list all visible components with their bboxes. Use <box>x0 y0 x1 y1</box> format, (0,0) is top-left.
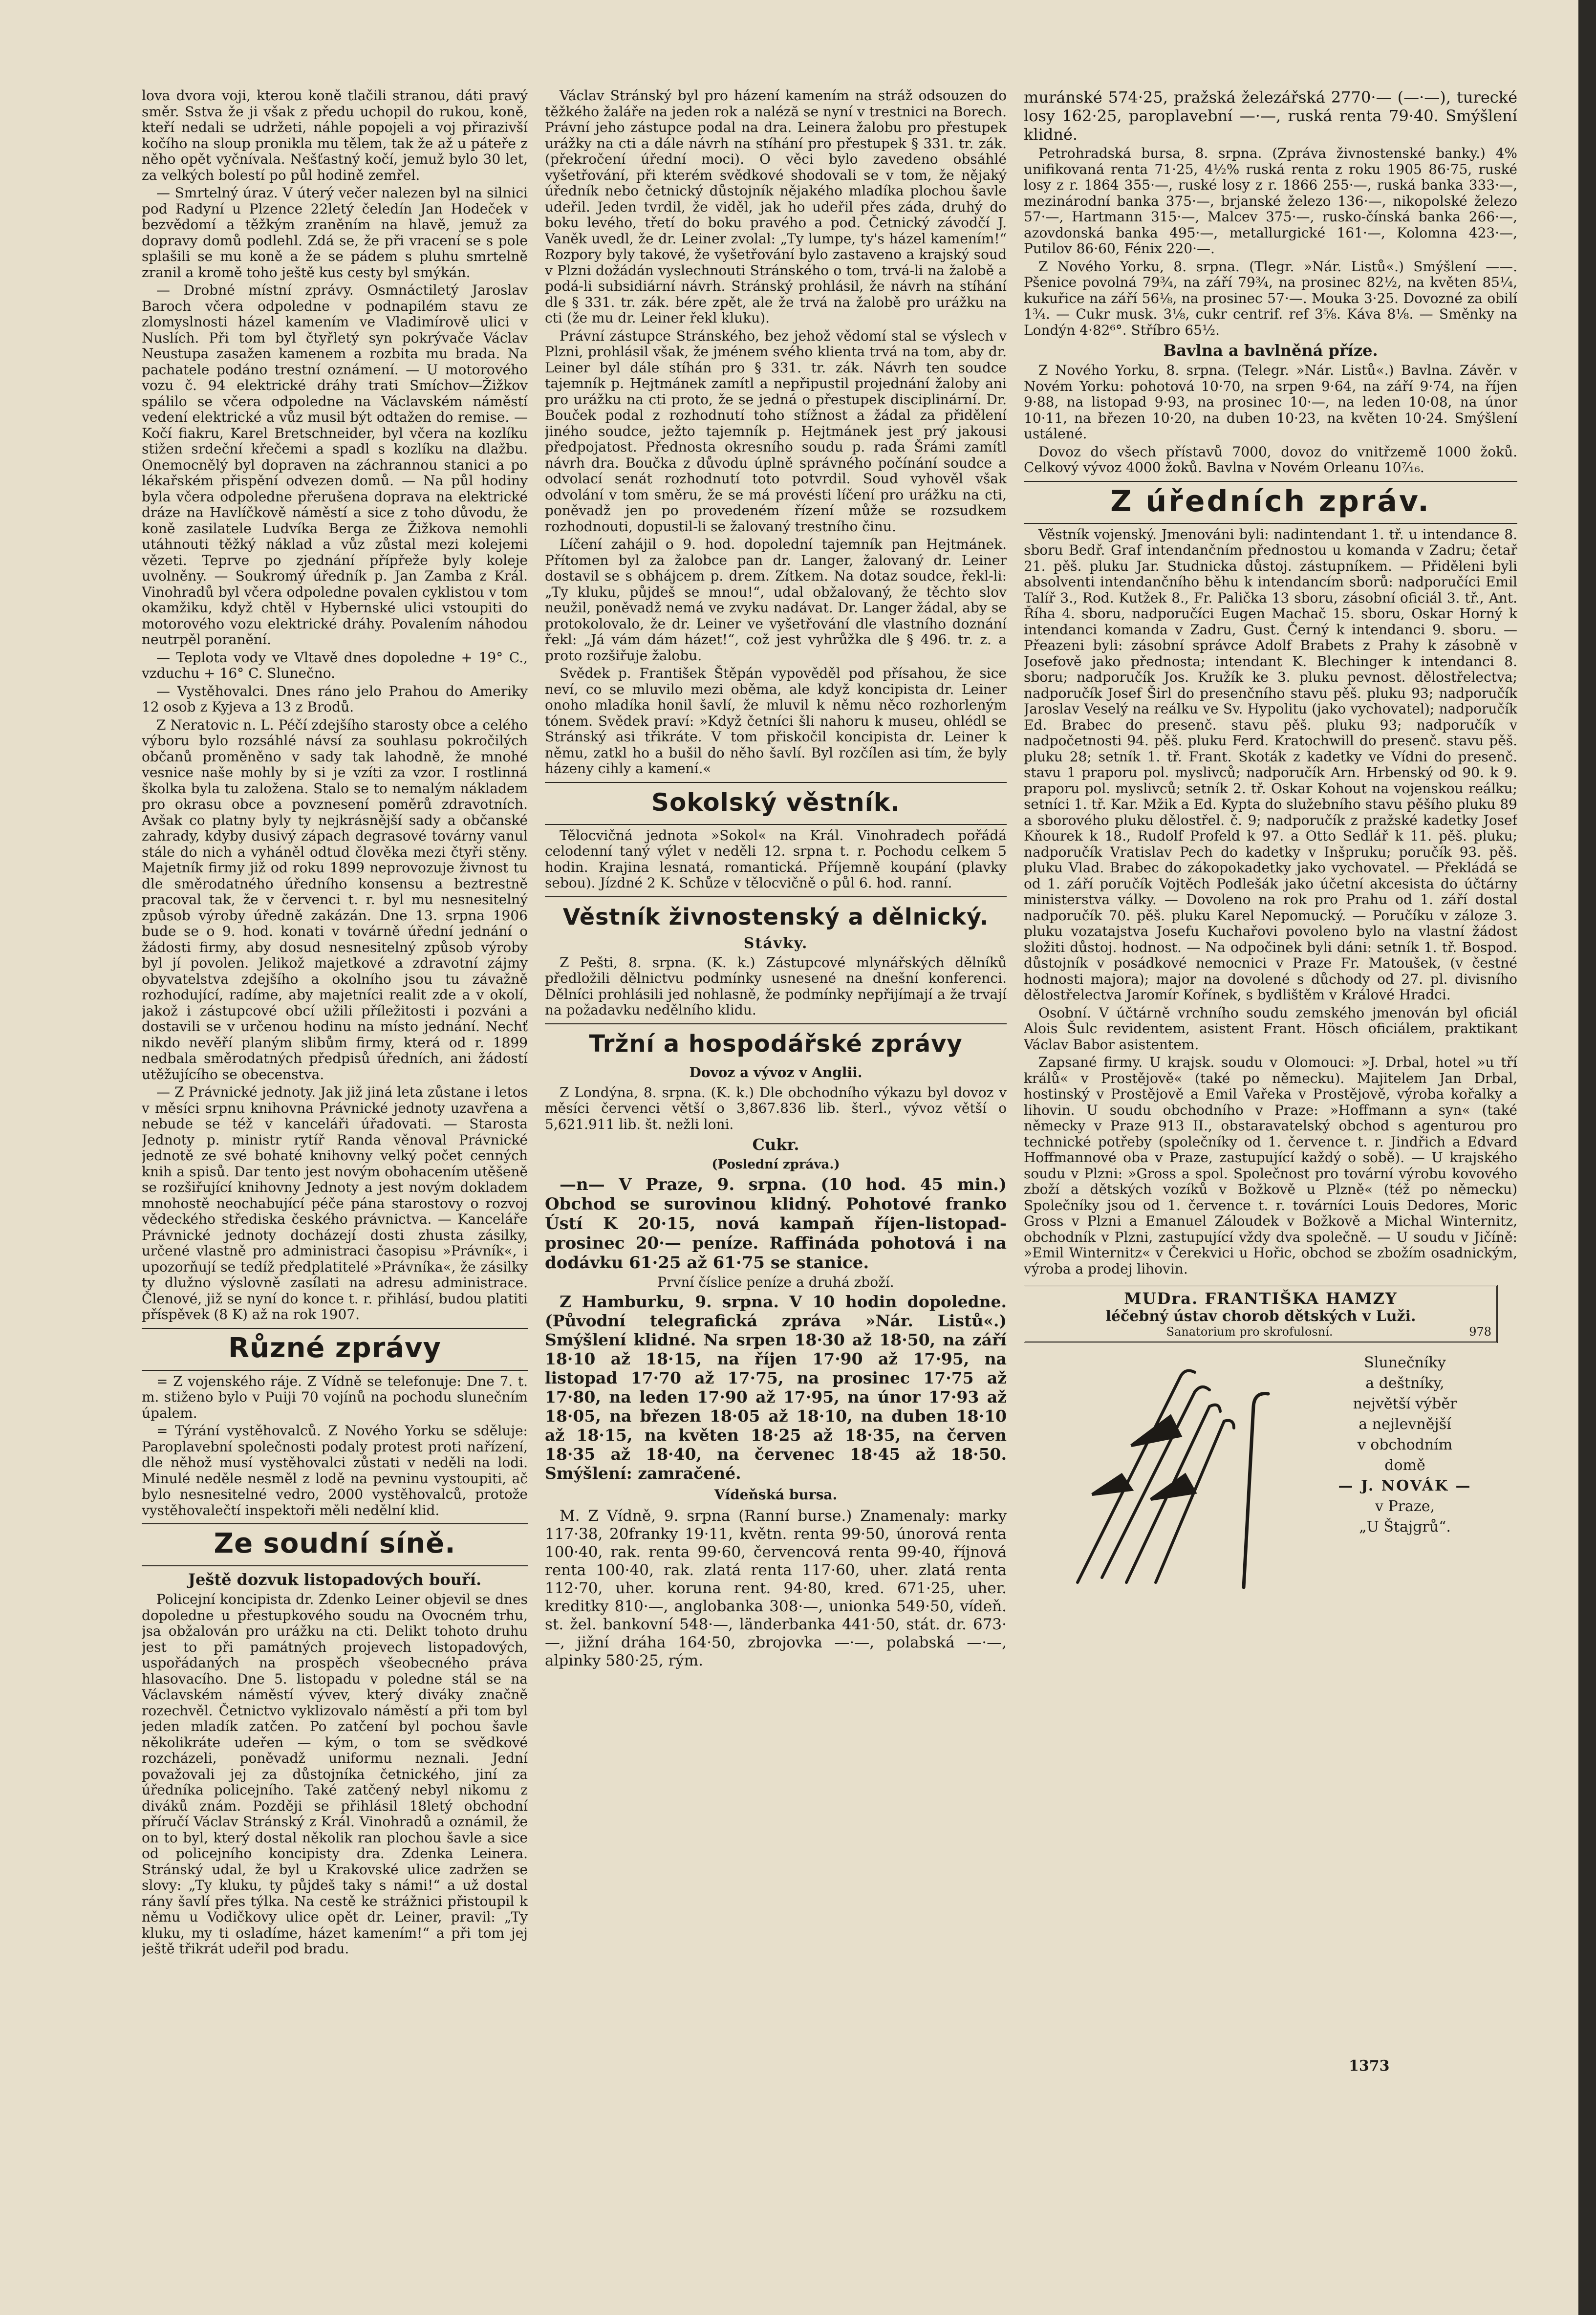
divider <box>142 1370 528 1371</box>
ad-novak-name: — J. NOVÁK — <box>1338 1477 1472 1494</box>
article-tyrani: = Týrání vystěhovalců. Z Nového Yorku se sděluje: Paroplavební společnosti podaly protest proti nařízení, dle něhož musí vystěhovalci zůstati v neděli na lodi. Minulé neděle nesměl z lodě na pevninu vystoupiti, ač bylo nesnesitelné vedro, 2000 vystěhovalců, protože vystěhovalečtí inspektoři měli nedělní klid. <box>142 1423 528 1518</box>
heading-cukr: Cukr. <box>752 1135 799 1154</box>
heading-stavky: Stávky. <box>743 934 808 952</box>
article-soud-part5: Svědek p. František Štěpán vypověděl pod přísahou, že sice neví, co se mluvilo mezi oběma, ale když koncipista dr. Leiner onoho mladíka honil šavlí, že mluvil k němu něco rozhorleným tónem. Svědek praví: »Když četníci šli nahoru k museu, ohlédl se Stránský asi třikráte. V tom přiskočil koncipista dr. Leiner k němu, zatkl ho a bušil do něho šavlí. Byl rozčílen asi tím, že byly házeny cihly a kamení.« <box>545 665 1007 777</box>
column-3 <box>1024 88 1517 2297</box>
article-soud-part2: Václav Stránský byl pro házení kamením na stráž odsouzen do těžkého žaláře na jeden rok a naléză se nyní v trestnici na Borech. Právní jeho zástupce podal na dra. Leinera žalobu pro přestupek urážky na cti a dále návrh na stíhání pro přestupek § 331. tr. zák. (překročení úřední moci). O věci bylo zavedeno obsáhlé vyšetřování, při kterém svědkové shodovali se v tom, že nějaký úředník nebo četnický důstojník nějakého mladíka plochou šavle udeřil. Jeden tvrdil, že viděl, jak ho udeřil přes záda, druhý do boku levého, třetí do boku pravého a pod. Četnický závodčí J. Vaněk uvedl, že dr. Leiner zvolal: „Ty lumpe, ty's házel kamením!“ Rozpory byly takové, že vyšetřování bylo zastaveno a krajský soud v Plzni dožádán vyslechnouti Stránského o tom, trvá-li na žalobě a podá-li subsidiární návrh. Stránský prohlásil, že návrh na stíhání dle § 331. tr. zák. bére zpět, ale že trvá na žalobě pro urážku na cti (že mu dr. Leiner řekl kluku). <box>545 88 1007 326</box>
heading-trzni-zpravy: Tržní a hospodářské zprávy <box>589 1030 963 1058</box>
ad-hamza-subtitle <box>1030 1325 1491 1339</box>
ad-novak-line1: Slunečníky <box>1364 1354 1446 1371</box>
article-vestnik-vojensky: Věstník vojenský. Jmenováni byli: nadintendant 1. tř. u intendance 8. sboru Bedř. Graf intendančním přednostou u komanda v Zadru; četař 21. pěš. pluku Jar. Studnicka důstoj. zástupníkem. — Přiděleni byli absolventi intendančního běhu k intendancím sborů: nadporučíci Emil Talíř 3., Rod. Kutžek 8., Fr. Palička 13 sboru, zásobní oficiál 3. tř., Ant. Říha 4. sboru, nadporučíci Eugen Machač 15. sboru, Oskar Horný k intendanci komanda v Zadru, Gust. Černý k intendanci 9. sboru. — Přeazeni byli: zásobní správce Adolf Brabets z Prahy k zásobně v Josefově jako přednosta; intendant K. Blechinger k intendanci 8. sboru; nadporučík Jos. Kružík ke 3. pluku pevnost. dělostřelectva; nadporučík Josef Širl do presenčního stavu pěš. pluku 93; nadporučík Jaroslav Veselý na reálku ve Sv. Hypolitu (jako vychovatel); nadporučík Ed. Brabec do presenč. stavu pěš. pluku 93; nadporučík v nadpočetnosti 94. pěš. pluku Ferd. Kratochwill do presenč. stavu pěš. pluku 28; setník 1. tř. Frant. Skoták z kadetky ve Vídni do presenč. stavu 1 praporu pol. myslivců; nadporučík Arn. Hrbenský od 90. k 9. praporu pol. myslivců; setník 2. tř. Oskar Kohout na vojenskou reálku; setníci 1. tř. Kar. Mžik a Ed. Kypta do služebního stavu pěšího pluku 89 a sborového pluku dělostřel. č. 9; nadporučík z pražské kadetky Josef Kňourek k 18., Rudolf Profeld k 97. a Otto Sedlář k 11. pěš. pluku; nadporučík Vratislav Pech do kadetky v Inšpruku; poručík 93. pěš. pluku Vlad. Brabec do zákopokadetky jako vychovatel. — Překládá se od 1. září poručík Vojtěch Podlešák jako účetní akcesista do účtárny ministerstva války. — Dovoleno na rok pro Prahu od 1. září dostal nadporučík 70. pěš. pluku Karel Nepomucký. — Poručíku v záloze 3. pluku vozatajstva Josefu Kuchařovi povoleno bylo na vlastní žádost složiti důstoj. hodnost. — Na odpočinek byli dáni: setník 1. tř. Bospod. důstojník v posádkové nemocnici v Praze Fr. Matoušek, (v čestné hodnosti majora); major na dovolené s důchody od 27. pl. divisního dělostřelectva Jaromír Kořínek, s bydlištěm v Králové Hradci. <box>1024 526 1517 1003</box>
heading-ruzne-zpravy: Různé zprávy <box>228 1332 442 1364</box>
heading-soudni-sin: Ze soudní síně. <box>214 1528 456 1559</box>
ad-novak-text <box>1297 1353 1512 1537</box>
ad-hamza-number: 978 <box>1469 1325 1491 1339</box>
article-teplota: — Teplota vody ve Vltavě dnes dopoledne + 19° C., vzduchu + 16° C. Slunečno. <box>142 649 528 681</box>
ad-hamza-sanatorium: Sanatorium pro skrofulosní. <box>1166 1325 1333 1339</box>
heading-vestnik-zivnostensky: Věstník živnostenský a dělnický. <box>562 903 989 930</box>
heading-posledni-zprava: (Poslední zpráva.) <box>712 1157 840 1172</box>
article-viden-cont: muránské 574·25, pražská železářská 2770·— (—·—), turecké losy 162·25, paroplavební —·—, ruská renta 79·40. Smýšlení klidné. <box>1024 88 1517 144</box>
ad-novak-line8: v Praze, <box>1375 1498 1435 1515</box>
heading-dovoz-vyvoz: Dovoz a vývoz v Anglii. <box>689 1064 863 1081</box>
ad-novak-line5: v obchodním <box>1357 1436 1453 1453</box>
walking-cane-icon <box>1244 1394 1268 1587</box>
article-sokol: Tělocvičná jednota »Sokol« na Král. Vinohradech pořádá celodenní taný výlet v neděli 12. srpna t. r. Pochodu celkem 5 hodin. Krajina lesnatá, romantická. Příjemně koupání (plavky sebou). Jízdné 2 K. Schůze v tělocvičně o půl 6. hod. ranní. <box>545 827 1007 891</box>
advertisement-hamza <box>1024 1285 1498 1343</box>
divider <box>545 896 1007 897</box>
article-pravnicka-jednota: — Z Právnické jednoty. Jak již jiná leta zůstane i letos v měsíci srpnu knihovna Právnické jednoty uzavřena a nebude se též v kanceláři úřadovati. — Starosta Jednoty p. ministr rytíř Randa věnoval Právnické jednotě ze své bohaté knihovny velký počet cenných knih a spisů. Dar tento jest novým obohacením utěšeně se rozšiřující knihovny Jednoty a jest novým dokladem mnohostě neochabující péče pána starostovy o rozvoj vědeckého střediska českého právnictva. — Kanceláře Právnické jednoty docházejí dosti zhusta zásilky, určené vlastně pro administraci časopisu »Právník«, i upozorňují se tedíž předplatitelé »Právníka«, že zásilky ty dlužno výslovně zasílati na adresu administrace. Členové, již se nyní do konce t. r. přihlásí, budou platiti příspěvek (8 K) až na rok 1907. <box>142 1084 528 1322</box>
article-intro: lova dvora voji, kterou koně tlačili stranou, dáti pravý směr. Sstva že ji však z předu uchopil do rukou, koně, kteří nedali se udržeti, náhle popojeli a voj přirazivší kočího na sloup pronikla mu tělem, tak že až u páteře z něho opět vyčnívala. Nešťastný kočí, jemuž bylo 30 let, za velkých bolestí po půl hodině zemřel. <box>142 88 528 183</box>
ad-novak-line4: a nejlevnější <box>1359 1416 1451 1433</box>
divider <box>142 1523 528 1524</box>
umbrella-icon <box>1034 1348 1288 1602</box>
ad-novak-line9: „U Štajgrů“. <box>1359 1518 1451 1536</box>
heading-videnska-bursa: Vídeňská bursa. <box>714 1487 838 1503</box>
heading-z-uradnich-zprav: Z úředních zpráv. <box>1110 484 1431 519</box>
newspaper-page <box>142 88 1583 2297</box>
divider <box>1024 523 1517 524</box>
article-petrohrad: Petrohradská bursa, 8. srpna. (Zpráva živnostenské banky.) 4% unifikovaná renta 71·25, 4½% ruská renta z roku 1905 86·75, ruské losy z r. 1864 355·—, ruské losy z r. 1866 255·—, ruská banka 333·—, mezinárodní banka 375·—, brjanské železo 136·—, nikopolské železo 57·—, Hartmann 315·—, Malcev 375·—, rusko-čínská banka 266·—, azovdonská banka 495·—, metallurgické 161·—, Kolomna 423·—, Putilov 86·60, Fénix 220·—. <box>1024 145 1517 257</box>
article-drobne-zpravy: — Drobné místní zprávy. Osmnáctiletý Jaroslav Baroch včera odpoledne v podnapilém stavu ze zlomyslnosti házel kamením ve Vladimírově ulici v Nuslích. Při tom byl čtyřletý syn pokrývače Václav Neustupa zasažen kamenem a rozbita mu brada. Na pachatele podáno trestní oznámení. — U motorového vozu č. 94 elektrické dráhy trati Smíchov—Žižkov spálilo se včera odpoledne na Václavském náměstí vedení elektrické a vůz musil být odtažen do remise. — Kočí fiakru, Karel Bretschneider, byl včera na kozlíku stižen srdeční křečemi a spadl s kozlíku na dlažbu. Onemocnělý byl dopraven na záchrannou stanici a po lékařském přispění odvezen domů. — Na půl hodiny byla včera odpoledne přerušena doprava na elektrické dráze na Havlíčkově náměstí a sice z toho důvodu, že koně zasilatele Ludvíka Berga ze Žižkova nemohli utáhnouti těžký náklad a vůz zůstal mezi kolejemi vězeti. Teprve po zjednání přípřeže byly koleje uvolněny. — Soukromý úředník p. Jan Zamba z Král. Vinohradů byl včera odpoledne povalen cyklistou v tom okamžiku, když chtěl v Hybernské ulici vstoupiti do motorového vozu elektrické dráhy. Povalením náhodou neutrpěl poranění. <box>142 282 528 648</box>
article-neratovice: Z Neratovic n. L. Péčí zdejšího starosty obce a celého výboru bylo rozsáhlé návsí za souhlasu pokročilých občanů proměněno v sady tak lahodně, že mnohé vesnice naše mohly by si je vzíti za vzor. I rostlinná školka byla tu založena. Stalo se to nemalým nákladem pro okrasu obce a povznesení poměrů zdravotních. Avšak co platny byly ty nejkrásnější sady a občanské zahrady, kdyby dusivý zápach degrasové továrny vanul stále do nich a vyháněl odtud člověka mezi čtyři stěny. Majetník firmy již od roku 1899 neprovozuje živnost tu dle směrodatného úředního konsensu a beztrestně pracoval tak, že v červenci t. r. byl mu nesnesitelný způsob výroby úředně zakázán. Dne 13. srpna 1906 bude se o 9. hod. konati v továrně úřední jednání o žádosti firmy, aby dosud nesnesitelný způsob výroby byl jí povolen. Jelikož majetkové a zdravotní zájmy obyvatelstva zdejšího a okolního jsou tu závažně rozhodující, radíme, aby majetníci realit zde a v okolí, jakož i zástupcové obcí užili příležitosti i pozváni a dostavili se v určenou hodinu na místo jednání. Nechť nikdo nevěří planým slibům firmy, která od r. 1899 nedbala směrodatných předpisů úředních, ani žádostí utěžujícího se obecenstva. <box>142 716 528 1082</box>
ad-novak-line2: a deštníky, <box>1365 1375 1445 1392</box>
ad-novak-line6: domě <box>1384 1457 1425 1474</box>
article-soud-part4: Líčení zahájil o 9. hod. dopolední tajemník pan Hejtmánek. Přítomen byl za žalobce pan dr. Langer, žalovaný dr. Leiner dostavil se s obhájcem p. drem. Zítkem. Na dotaz soudce, řekl-li: „Ty kluku, půjdeš se mnou!“, udal obžalovaný, že těchto slov neužil, poněvadž nemá ve zvyku nadávat. Dr. Langer žádal, aby se protokolovalo, že dr. Leiner ve vyšetřování dle vlastního doznání řekl: „Já vám dám házet!“, což jest vyhrůžka dle § 496. tr. z. a proto rozšiřuje žalobu. <box>545 536 1007 664</box>
divider <box>142 1565 528 1566</box>
article-viden: M. Z Vídně, 9. srpna (Ranní burse.) Znamenaly: marky 117·38, 20franky 19·11, květn. renta 99·50, únorová renta 100·40, rak. renta 99·60, červencová renta 99·40, říjnová renta 100·40, rak. zlatá renta 117·60, uher. zlatá renta 112·70, uher. koruna rent. 94·80, kred. 671·25, uher. kreditky 810·—, anglobanka 308·—, unionka 549·50, vídeň. st. žel. bankovní 548·—, länderbanka 441·50, stát. dr. 673·—, jižní dráha 164·50, zbrojovka —·—, polabská —·—, alpinky 580·25, rým. <box>545 1507 1007 1669</box>
article-new-york: Z Nového Yorku, 8. srpna. (Tlegr. »Nár. Listů«.) Smýšlení ——. Pšenice povolná 79¾, na září 79¾, na prosinec 82½, na květen 85¼, kukuřice na září 56⅛, na prosinec 57·—. Mouka 3·25. Dovozné za obilí 1¾. — Cukr musk. 3⅛, cukr centrif. ref 3⅝. Káva 8⅛. — Směnky na Londýn 4·82⁶°. Stříbro 65½. <box>1024 258 1517 338</box>
article-osobni: Osobní. V účtárně vrchního soudu zemského jmenován byl oficiál Alois Šulc revidentem, asistent Frant. Hösch oficiálem, praktikant Václav Babor asistentem. <box>1024 1004 1517 1053</box>
note-cislice: První číslice peníze a druhá zboží. <box>657 1274 894 1290</box>
ad-hamza-title: léčebný ústav chorob dětských v Luži. <box>1105 1308 1416 1325</box>
article-vojensky-raj: = Z vojenského ráje. Z Vídně se telefonuje: Dne 7. t. m. stiženo bylo v Puiji 70 vojínů na pochodu slunečním úpalem. <box>142 1373 528 1421</box>
article-stavky: Z Pešti, 8. srpna. (K. k.) Zástupcové mlynářských dělníků předložili dělnictvu podmínky usnesené na dnešní konferenci. Dělníci prohlásili jed nohlasně, že podmínky nepřijímají a že trvají na požadavku nedělního klidu. <box>545 954 1007 1018</box>
column-1 <box>142 88 528 2297</box>
article-bavlna: Z Nového Yorku, 8. srpna. (Telegr. »Nár. Listů«.) Bavlna. Závěr. v Novém Yorku: pohotová 10·70, na srpen 9·64, na září 9·74, na říjen 9·88, na listopad 9·93, na prosinec 10·—, na leden 10·08, na únor 10·11, na březen 10·20, na duben 10·23, na květen 10·24. Smýšlení ustálené. <box>1024 362 1517 442</box>
ad-hamza-name: MUDra. FRANTIŠKA HAMZY <box>1124 1289 1398 1308</box>
divider <box>1024 481 1517 482</box>
page-number: 1373 <box>1349 2057 1390 2075</box>
ad-novak-line3: největší výběr <box>1353 1395 1457 1412</box>
heading-dozvuk: Ještě dozvuk listopadových bouří. <box>188 1570 482 1589</box>
article-soud-part3: Právní zástupce Stránského, bez jehož vědomí stal se výslech v Plzni, prohlásil však, že jménem svého klienta trvá na tom, aby dr. Leiner byl dále stíhán pro § 331. tr. zák. Návrh ten soudce tajemník p. Hejtmánek zamítl a nepřipustil projednání žaloby ani pro urážku na cti proto, že se jedná o přestupek disciplinární. Dr. Bouček podal z rozhodnutí toho stížnost a žádal za přidělení jiného soudce, ježto tajemník p. Hejtmánek jest prý jakousi předpojatost. Přednosta okresního soudu p. rada Šrámi zamítl návrh dra. Boučka z důvodu úplně správného počínání soudce a odvolací senát rozhodnutí toto potvrdil. Soud vyhověl však odvolání v tom směru, že se má provésti líčení pro urážku na cti, poněvadž jen po provedeném řízení může se rozsudkem rozhodnouti, dopustil-li se žalovaný trestního činu. <box>545 327 1007 535</box>
advertisement-novak <box>1024 1348 1517 1622</box>
article-soud-part1: Policejní koncipista dr. Zdenko Leiner objevil se dnes dopoledne u přestupkového soudu na Ovocném trhu, jsa obžalován pro urážku na cti. Delikt tohoto druhu jest to při památných projevech listopadových, uspořádaných na prospěch všeobecného práva hlasovacího. Dne 5. listopadu v poledne stál se na Václavském náměstí vývev, který diváky značně rozechvěl. Četnictvo vyklizovalo náměstí a při tom byl jeden mladík zatčen. Po zatčení byl pochou šavle několikráte udeřen — kým, o tom se svědkové rozcházeli, poněvadž uniformu neznali. Jední považovali jej za důstojníka četnického, jiní za úředníka policejního. Také zatčený nebyl nikomu z diváků znám. Později se přihlásil 18letý obchodní příručí Václav Stránský z Král. Vinohradů a oznámil, že on to byl, který dostal několik ran plochou šavle a sice od policejního koncipisty dra. Zdenka Leinera. Stránský udal, že byl u Krakovské ulice zadržen se slovy: „Ty kluku, ty půjdeš taky s námi!“ a už dostal rány šavlí přes týlka. Na cestě ke strážnici přistoupil k němu u Vodičkovy ulice opět dr. Leiner, pravil: „Ty kluku, my ti osladíme, házet kamením!“ a při tom jej ještě třikrát udeřil pod bradu. <box>142 1591 528 1957</box>
article-hamburk: Z Hamburku, 9. srpna. V 10 hodin dopoledne. (Původní telegrafická zpráva »Nár. Listů«.) Smýšlení klidné. Na srpen 18·30 až 18·50, na září 18·10 až 18·15, na říjen 17·90 až 17·95, na listopad 17·70 až 17·75, na prosinec 17·75 až 17·80, na leden 17·90 až 17·95, na únor 17·93 až 18·05, na březen 18·05 až 18·10, na duben 18·10 až 18·15, na květen 18·25 až 18·35, na červen 18·35 až 18·40, na červenec 18·45 až 18·50. Smýšlení: zamračené. <box>545 1292 1007 1483</box>
article-vystehovalci: — Vystěhovalci. Dnes ráno jelo Prahou do Ameriky 12 osob z Kyjeva a 13 z Brodů. <box>142 683 528 715</box>
divider <box>545 1023 1007 1024</box>
page-edge <box>1578 0 1596 2315</box>
heading-bavlna: Bavlna a bavlněná příze. <box>1163 341 1378 360</box>
column-2 <box>545 88 1007 2297</box>
article-dovoz-bavlny: Dovoz do všech přístavů 7000, dovoz do vnitřzemě 1000 žoků. Celkový vývoz 4000 žoků. Bavlna v Novém Orleanu 10⁷⁄₁₆. <box>1024 443 1517 476</box>
article-zapsane-firmy: Zapsané firmy. U krajsk. soudu v Olomouci: »J. Drbal, hotel »u tří králů« v Prostějově« (také po německu). Majitelem Jan Drbal, hostinský v Prostějově a Emil Vařeka v Prostějově, výroba kořalky a lihovin. U soudu obchodního v Praze: »Hoffmann a syn« (také německy v Praze 913 II., obstaravatelský obchod s agenturou pro technické potřeby (společníky od 1. července t. r. Jindřich a Edvard Hoffmannové oba v Praze, zastupující každý o sobě). — U krajského soudu v Plzni: »Gross a spol. Společnost pro tovární výrobu kovového zboží a dětských vozíků v Božkově u Plzně« (též po německu) Společníky jsou od 1. července t. r. továrníci Louis Dedores, Moric Gross v Plzni a Emanuel Záloudek v Božkově a Michal Winternitz, obchodník v Plzni, zastupující vždy dva společně. — U soudu v Jičíně: »Emil Winternitz« v Čerekvici u Hořic, obchod se zbožím osadnickým, výroba a prodej lihovin. <box>1024 1054 1517 1277</box>
divider <box>545 782 1007 783</box>
heading-sokolsky-vestnik: Sokolský věstník. <box>651 788 900 817</box>
article-cukr-praha: —n— V Praze, 9. srpna. (10 hod. 45 min.) Obchod se surovinou klidný. Pohotové franko Ústí K 20·15, nová kampaň říjen-listopad-prosinec 20·— peníze. Raffináda pohotová i na dodávku 61·25 až 61·75 se stanice. <box>545 1174 1007 1273</box>
divider <box>545 824 1007 825</box>
article-smrtelny-uraz: — Smrtelný úraz. V úterý večer nalezen byl na silnici pod Radyní u Plzence 22letý čeledín Jan Hodeček v bezvědomí a těžkým zraněním na hlavě, jemuž za dopravy domů podlehl. Zdá se, že při vracení se s pole splašili se mu koně a že se pádem s pluhu smrtelně zranil a kromě toho ještě kus cesty byl smýkán. <box>142 185 528 281</box>
divider <box>142 1328 528 1329</box>
article-londyn: Z Londýna, 8. srpna. (K. k.) Dle obchodního výkazu byl dovoz v měsíci červenci větší o 3,867.836 lib. šterl., vývoz větší o 5,621.911 lib. št. nežli loni. <box>545 1084 1007 1132</box>
